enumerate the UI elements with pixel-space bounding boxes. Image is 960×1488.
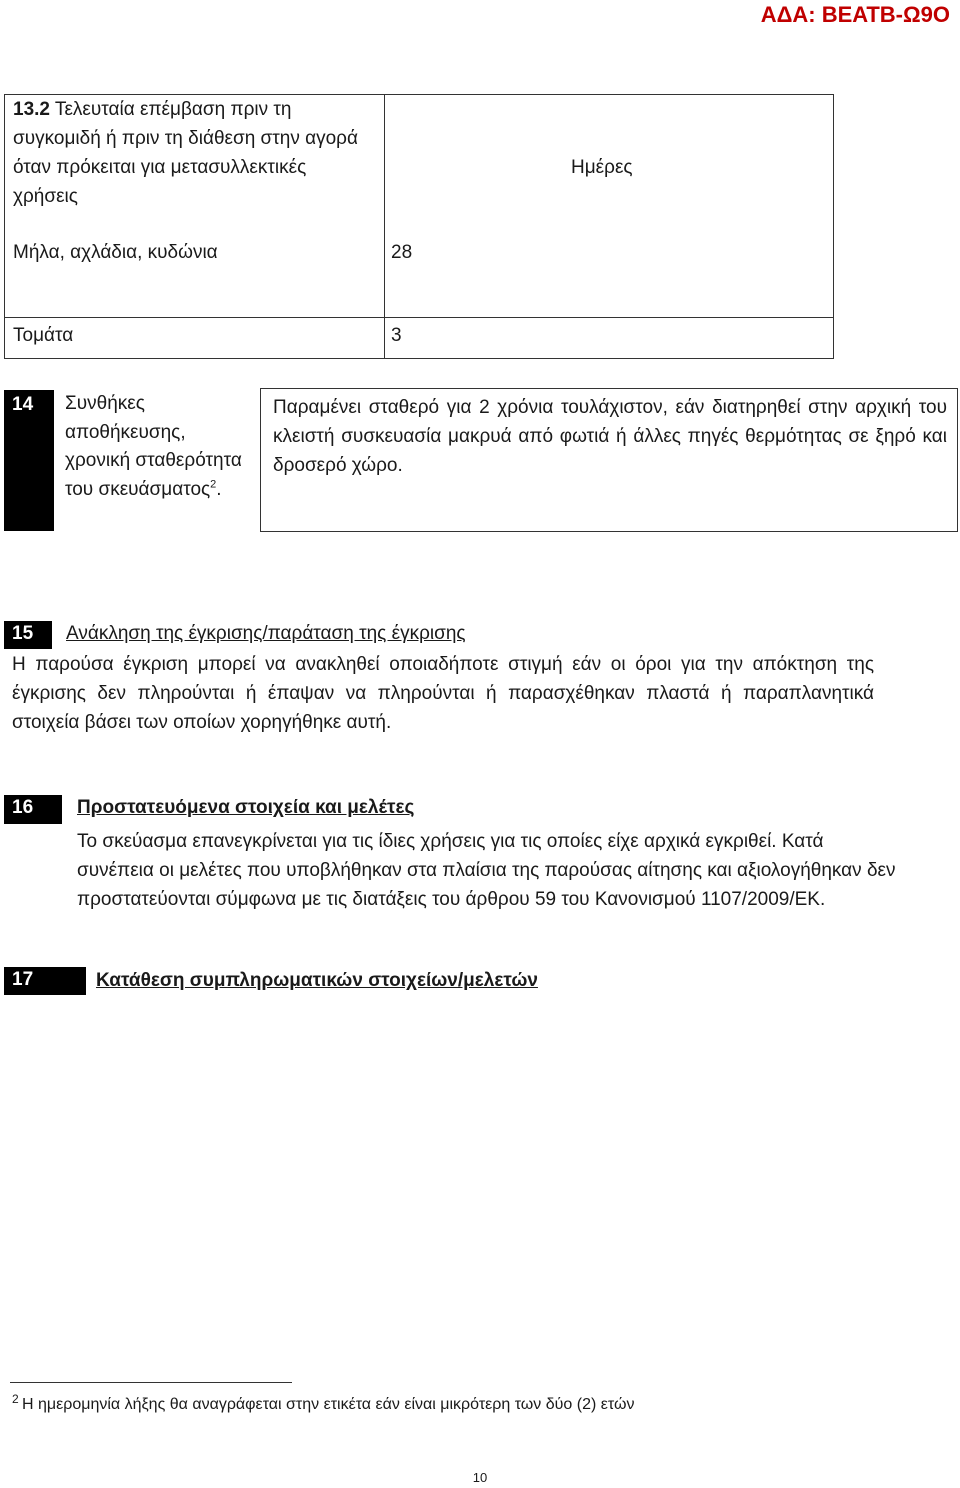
days-tomato: 3 xyxy=(391,325,402,346)
footnote-mark: 2 xyxy=(12,1392,19,1406)
section-17-number: 17 xyxy=(4,967,86,995)
section-15-text: Η παρούσα έγκριση μπορεί να ανακληθεί οποιαδήποτε στιγμή εάν οι όροι για την απόκτηση της έγκρισης δεν πληρούνται ή έπαψαν να πληρούνται ή παρασχέθηκαν πλαστά ή παραπλανητικά στοιχεία βάσει των οποίων χορηγήθηκε αυτή. xyxy=(12,654,874,733)
footnote-text: Η ημερομηνία λήξης θα αναγράφεται στην ετικέτα εάν είναι μικρότερη των δύο (2) ετών xyxy=(22,1396,635,1413)
table13-row-tomato xyxy=(4,317,385,359)
section-15-number: 15 xyxy=(4,621,52,649)
ada-code: ΑΔΑ: ΒΕΑΤΒ-Ω9Ο xyxy=(760,2,950,27)
crop-tomato: Τομάτα xyxy=(13,325,74,346)
section-15-title: Ανάκληση της έγκρισης/παράταση της έγκρισης xyxy=(66,623,466,644)
section-14-text: Παραμένει σταθερό για 2 χρόνια τουλάχιστον, εάν διατηρηθεί στην αρχική του κλειστή συσκευασία μακρυά από φωτιά ή άλλες πηγές θερμότητας σε ξηρό και δροσερό χώρο. xyxy=(273,397,947,476)
unit-days: Ημέρες xyxy=(571,157,633,178)
section-13-2-label: Τελευταία επέμβαση πριν τη συγκομιδή ή πριν τη διάθεση στην αγορά όταν πρόκειται για μετασυλλεκτικές χρήσεις xyxy=(13,99,358,207)
table13-days-tomato-cell xyxy=(384,317,834,359)
days-apples: 28 xyxy=(391,242,413,263)
section-14-number: 14 xyxy=(4,390,54,531)
section-13-2-number: 13.2 xyxy=(13,99,50,120)
page-number: 10 xyxy=(472,1470,488,1485)
section-14-label: Συνθήκες αποθήκευσης, χρονική σταθερότητα του σκευάσματος$^2$. xyxy=(65,393,242,500)
section-16-title: Προστατευόμενα στοιχεία και μελέτες xyxy=(77,797,415,818)
footnote-separator xyxy=(10,1382,292,1383)
table13-days-cell xyxy=(384,94,834,318)
table13-label-cell xyxy=(4,94,385,318)
section-17-title: Κατάθεση συμπληρωματικών στοιχείων/μελετών xyxy=(96,970,538,991)
crop-apples: Μήλα, αχλάδια, κυδώνια xyxy=(13,242,218,263)
section-16-text: Το σκεύασμα επανεγκρίνεται για τις ίδιες χρήσεις για τις οποίες είχε αρχικά εγκριθεί. Κατά συνέπεια οι μελέτες που υποβλήθηκαν στα πλαίσια της παρούσας αίτησης και αξιολογήθηκαν δεν προστατεύονται σύμφωνα με τις διατάξεις του άρθρου 59 του Κανονισμού 1107/2009/ΕΚ. xyxy=(77,831,896,910)
section-16-number: 16 xyxy=(4,795,62,824)
footnote-ref: 2 xyxy=(210,478,217,491)
section-14-text-box xyxy=(260,388,958,532)
